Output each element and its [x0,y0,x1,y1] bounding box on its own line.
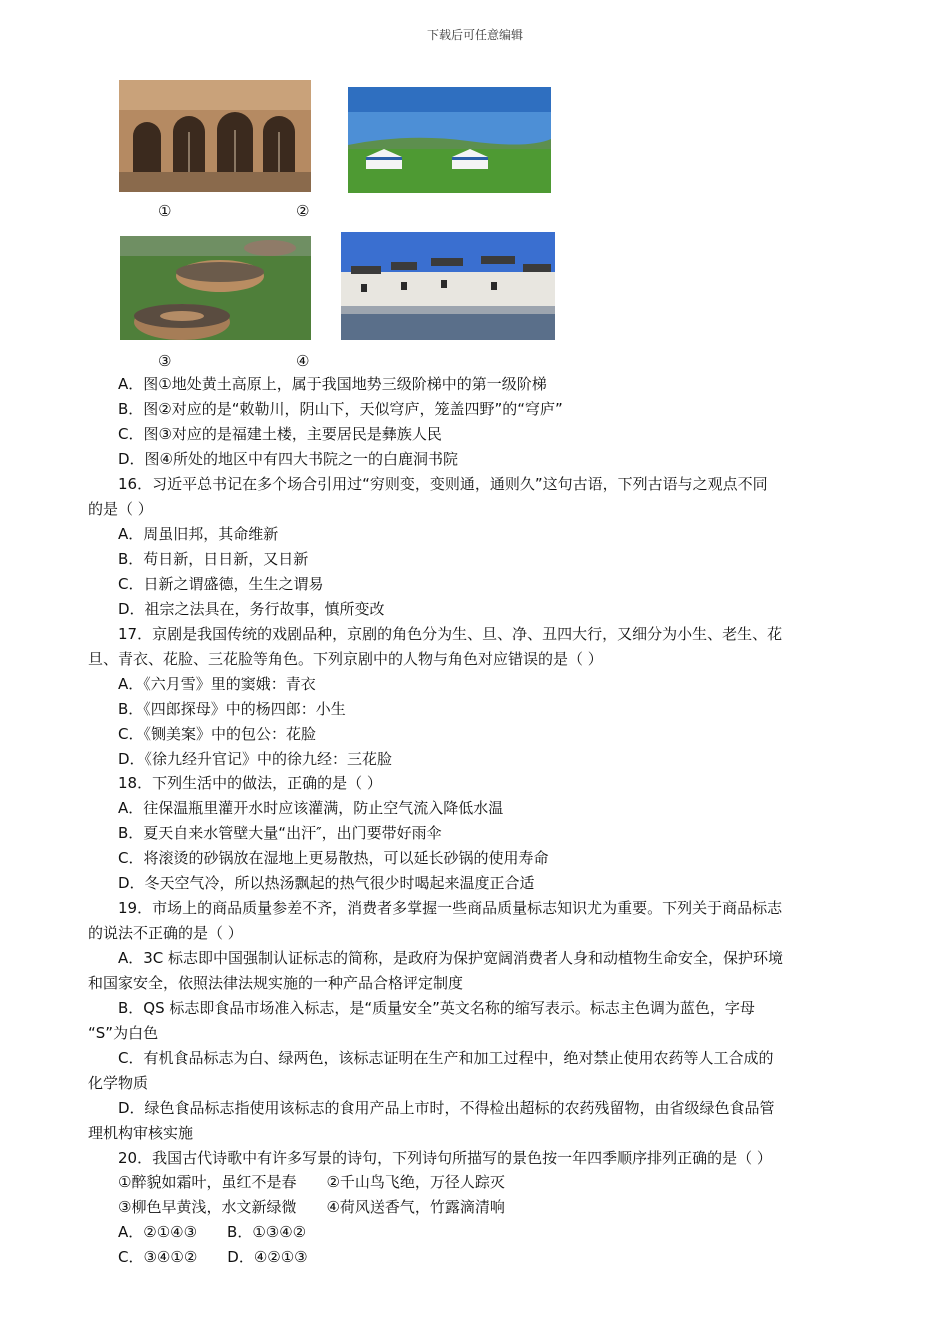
q19-option-d: D．绿色食品标志指使用该标志的食用产品上市时，不得检出超标的农药残留物，由省级绿色食品管 [118,1099,775,1117]
q15-option-a: A．图①地处黄土高原上，属于我国地势三级阶梯中的第一级阶梯 [118,375,547,393]
q19-stem: 19．市场上的商品质量参差不齐，消费者多掌握一些商品质量标志知识尤为重要。下列关于商品标志 [118,899,783,917]
q15-option-b: B．图②对应的是“敕勒川，阴山下，天似穹庐，笼盖四野”的“穹庐” [118,400,563,418]
q17-option-c: C．《铡美案》中的包公：花脸 [118,725,316,743]
caption-2: ② [296,202,310,220]
q17-option-d: D．《徐九经升官记》中的徐九经：三花脸 [118,750,393,768]
q19-option-b-cont: “S”为白色 [88,1024,159,1042]
q20-options-c-d: C．③④①② D．④②①③ [118,1248,308,1266]
q17-option-b: B．《四郎探母》中的杨四郎：小生 [118,700,346,718]
q20-options-a-b: A．②①④③ B．①③④② [118,1223,307,1241]
cave-dwelling-photo [119,80,311,192]
q18-stem: 18．下列生活中的做法，正确的是（ ） [118,774,382,792]
tulou-photo [120,236,311,340]
q16-option-b: B．苟日新，日日新，又日新 [118,550,309,568]
q19-option-c-cont: 化学物质 [88,1074,149,1092]
q16-stem-cont: 的是（ ） [88,500,153,518]
q18-option-a: A．往保温瓶里灌开水时应该灌满，防止空气流入降低水温 [118,799,504,817]
q17-option-a: A．《六月雪》里的窦娥：青衣 [118,675,316,693]
q18-option-c: C．将滚烫的砂锅放在湿地上更易散热，可以延长砂锅的使用寿命 [118,849,549,867]
q20-poems-3-4: ③柳色早黄浅，水文新绿微 ④荷风送香气，竹露滴清响 [118,1198,505,1216]
caption-4: ④ [296,352,310,370]
q16-option-d: D．祖宗之法具在，务行故事，慎所变改 [118,600,385,618]
caption-3: ③ [158,352,172,370]
q20-stem: 20．我国古代诗歌中有许多写景的诗句，下列诗句所描写的景色按一年四季顺序排列正确的是（ ） [118,1149,772,1167]
q19-option-b: B．QS 标志即食品市场准入标志，是“质量安全”英文名称的缩写表示。标志主色调为蓝色，字母 [118,999,755,1017]
q16-stem: 16．习近平总书记在多个场合引用过“穷则变，变则通，通则久”这句古语，下列古语与之观点不同 [118,475,768,493]
q15-option-c: C．图③对应的是福建土楼，主要居民是彝族人民 [118,425,442,443]
q20-poems-1-2: ①醉貌如霜叶，虽红不是春 ②千山鸟飞绝，万径人踪灭 [118,1173,505,1191]
q18-option-b: B．夏天自来水管壁大量“出汗″，出门要带好雨伞 [118,824,442,842]
q15-option-d: D．图④所处的地区中有四大书院之一的白鹿洞书院 [118,450,458,468]
q17-stem-cont: 旦、青衣、花脸、三花脸等角色。下列京剧中的人物与角色对应错误的是（ ） [88,650,603,668]
hui-village-photo [341,232,555,340]
q19-option-c: C．有机食品标志为白、绿两色，该标志证明在生产和加工过程中，绝对禁止使用农药等人工合成的 [118,1049,774,1067]
q16-option-c: C．日新之谓盛德，生生之谓易 [118,575,324,593]
page-header: 下载后可任意编辑 [426,28,523,42]
q17-stem: 17．京剧是我国传统的戏剧品种，京剧的角色分为生、旦、净、丑四大行，又细分为小生、老生、花 [118,625,783,643]
q19-stem-cont: 的说法不正确的是（ ） [88,924,243,942]
caption-1: ① [158,202,172,220]
q18-option-d: D．冬天空气冷，所以热汤飘起的热气很少时喝起来温度正合适 [118,874,535,892]
q19-option-a: A．3C 标志即中国强制认证标志的简称，是政府为保护宽阔消费者人身和动植物生命安全，保护环境 [118,949,784,967]
q19-option-a-cont: 和国家安全，依照法律法规实施的一种产品合格评定制度 [88,974,464,992]
q16-option-a: A．周虽旧邦，其命维新 [118,525,279,543]
q19-option-d-cont: 理机构审核实施 [88,1124,194,1142]
yurt-grassland-photo [348,87,551,193]
